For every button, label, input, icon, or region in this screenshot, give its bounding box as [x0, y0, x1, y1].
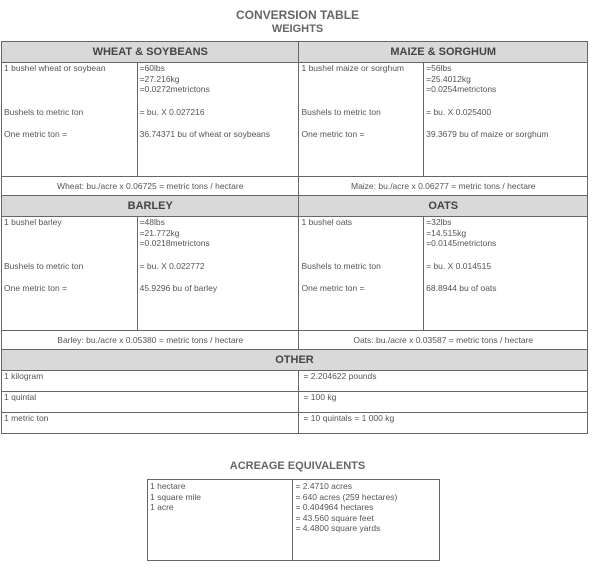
oats-labels [299, 217, 424, 331]
barley-row3-value: 45.9296 bu of barley [139, 283, 218, 293]
wheat-values [137, 63, 299, 177]
acreage-value: = 2.4710 acres [295, 481, 352, 491]
maize-row1-value: =25.4012kg [426, 73, 471, 84]
wheat-row1-label: 1 bushel wheat or soybean [4, 63, 106, 73]
maize-header: MAIZE & SORGHUM [299, 42, 588, 63]
wheat-row1-value: =0.0272metrictons [139, 84, 210, 94]
wheat-row1-value: =60lbs [139, 63, 165, 73]
maize-values [424, 63, 588, 177]
oats-row3-label: One metric ton = [301, 283, 365, 293]
maize-row2-value: = bu. X 0.025400 [426, 106, 492, 117]
wheat-row3-label: One metric ton = [4, 129, 68, 139]
barley-row2-label: Bushels to metric ton [4, 260, 84, 271]
barley-row2-value: = bu. X 0.022772 [139, 260, 205, 271]
other-row-label: 1 kilogram [2, 371, 299, 392]
oats-row1-value: =0.0145metrictons [426, 238, 497, 248]
barley-note: Barley: bu./acre x 0.05380 = metric tons / hectare [2, 331, 299, 350]
wheat-row1-value: =27.216kg [139, 73, 180, 84]
wheat-row2-label: Bushels to metric ton [4, 106, 84, 117]
acreage-value: = 0.404964 hectares [295, 502, 374, 512]
oats-row3-value: 68.8944 bu of oats [426, 283, 497, 293]
wheat-header: WHEAT & SOYBEANS [2, 42, 299, 63]
oats-values [424, 217, 588, 331]
other-row-label: 1 quintal [2, 392, 299, 413]
oats-note: Oats: bu./acre x 0.03587 = metric tons / hectare [299, 331, 588, 350]
maize-row3-value: 39.3679 bu of maize or sorghum [426, 129, 549, 139]
acreage-title: ACREAGE EQUIVALENTS [229, 460, 366, 472]
other-row-value: = 10 quintals = 1 000 kg [299, 413, 588, 434]
wheat-note: Wheat: bu./acre x 0.06725 = metric tons / hectare [2, 177, 299, 196]
other-row-value: = 100 kg [299, 392, 588, 413]
other-row-label: 1 metric ton [2, 413, 299, 434]
oats-row2-label: Bushels to metric ton [301, 260, 381, 271]
barley-row1-label: 1 bushel barley [4, 217, 62, 227]
wheat-row2-value: = bu. X 0.027216 [139, 106, 205, 117]
other-row-value: = 2.204622 pounds [299, 371, 588, 392]
barley-row3-label: One metric ton = [4, 283, 68, 293]
other-header: OTHER [2, 350, 588, 371]
maize-labels [299, 63, 424, 177]
acreage-label: 1 hectare [150, 481, 186, 491]
acreage-value: = 640 acres (259 hectares) [295, 491, 398, 502]
acreage-table [147, 479, 440, 561]
oats-row2-value: = bu. X 0.014515 [426, 260, 492, 271]
wheat-labels [2, 63, 138, 177]
acreage-value: = 43.560 square feet [295, 512, 374, 523]
barley-labels [2, 217, 138, 331]
maize-row1-value: =0.0254metrictons [426, 84, 497, 94]
barley-row1-value: =48lbs [139, 217, 165, 227]
page-subtitle: WEIGHTS [271, 23, 324, 35]
acreage-label: 1 square mile [150, 491, 202, 502]
barley-header: BARLEY [2, 196, 299, 217]
maize-row1-value: =56lbs [426, 63, 452, 73]
barley-row1-value: =21.772kg [139, 227, 180, 238]
maize-note: Maize: bu./acre x 0.06277 = metric tons / hectare [299, 177, 588, 196]
oats-header: OATS [299, 196, 588, 217]
oats-row1-value: =14.515kg [426, 227, 467, 238]
acreage-values [293, 480, 440, 561]
acreage-labels [148, 480, 293, 561]
weights-table [1, 41, 588, 434]
acreage-value: = 4.4800 square yards [295, 523, 381, 533]
barley-row1-value: =0.0218metrictons [139, 238, 210, 248]
maize-row1-label: 1 bushel maize or sorghum [301, 63, 405, 73]
maize-row3-label: One metric ton = [301, 129, 365, 139]
page-title: CONVERSION TABLE [235, 8, 360, 22]
wheat-row3-value: 36.74371 bu of wheat or soybeans [139, 129, 271, 139]
acreage-label: 1 acre [150, 502, 174, 512]
barley-values [137, 217, 299, 331]
maize-row2-label: Bushels to metric ton [301, 106, 381, 117]
oats-row1-label: 1 bushel oats [301, 217, 353, 227]
oats-row1-value: =32lbs [426, 217, 452, 227]
